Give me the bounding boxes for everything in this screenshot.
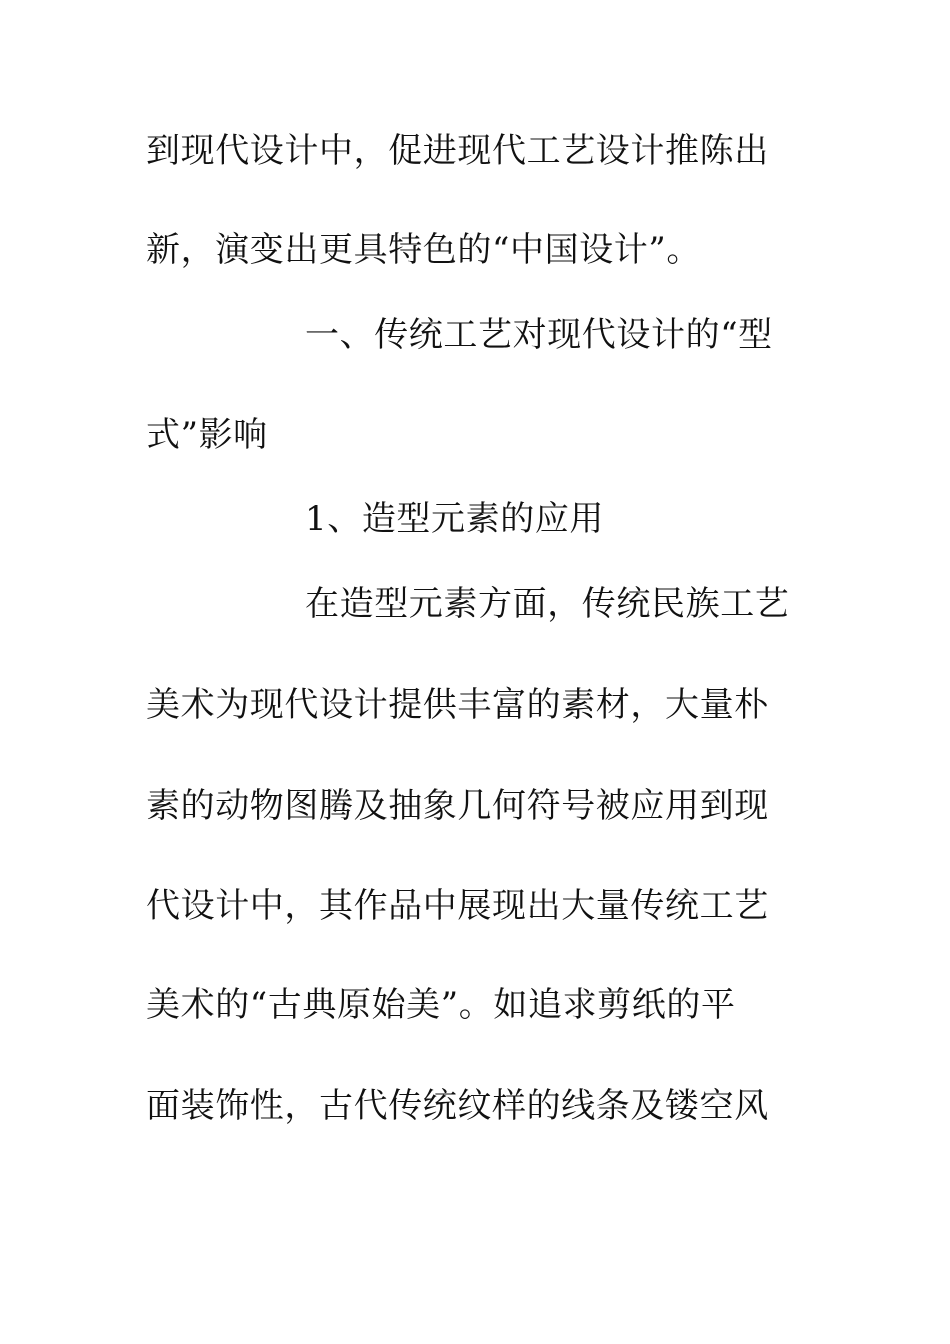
intro-line-2: 新，演变出更具特色的“中国设计”。 bbox=[146, 230, 701, 270]
paragraph-line-5: 美术的“古典原始美”。如追求剪纸的平 bbox=[146, 985, 736, 1025]
intro-line-1: 到现代设计中，促进现代工艺设计推陈出 bbox=[146, 131, 769, 171]
paragraph-line-3: 素的动物图腾及抽象几何符号被应用到现 bbox=[146, 786, 769, 826]
paragraph-line-1: 在造型元素方面，传统民族工艺 bbox=[305, 584, 790, 624]
paragraph-line-6: 面装饰性，古代传统纹样的线条及镂空风 bbox=[146, 1086, 769, 1126]
subsection-heading: 1、造型元素的应用 bbox=[305, 499, 605, 539]
paragraph-line-2: 美术为现代设计提供丰富的素材，大量朴 bbox=[146, 685, 769, 725]
section-heading-line-2: 式”影响 bbox=[146, 415, 268, 455]
paragraph-line-4: 代设计中，其作品中展现出大量传统工艺 bbox=[146, 886, 769, 926]
section-heading-line-1: 一、传统工艺对现代设计的“型 bbox=[305, 315, 773, 355]
